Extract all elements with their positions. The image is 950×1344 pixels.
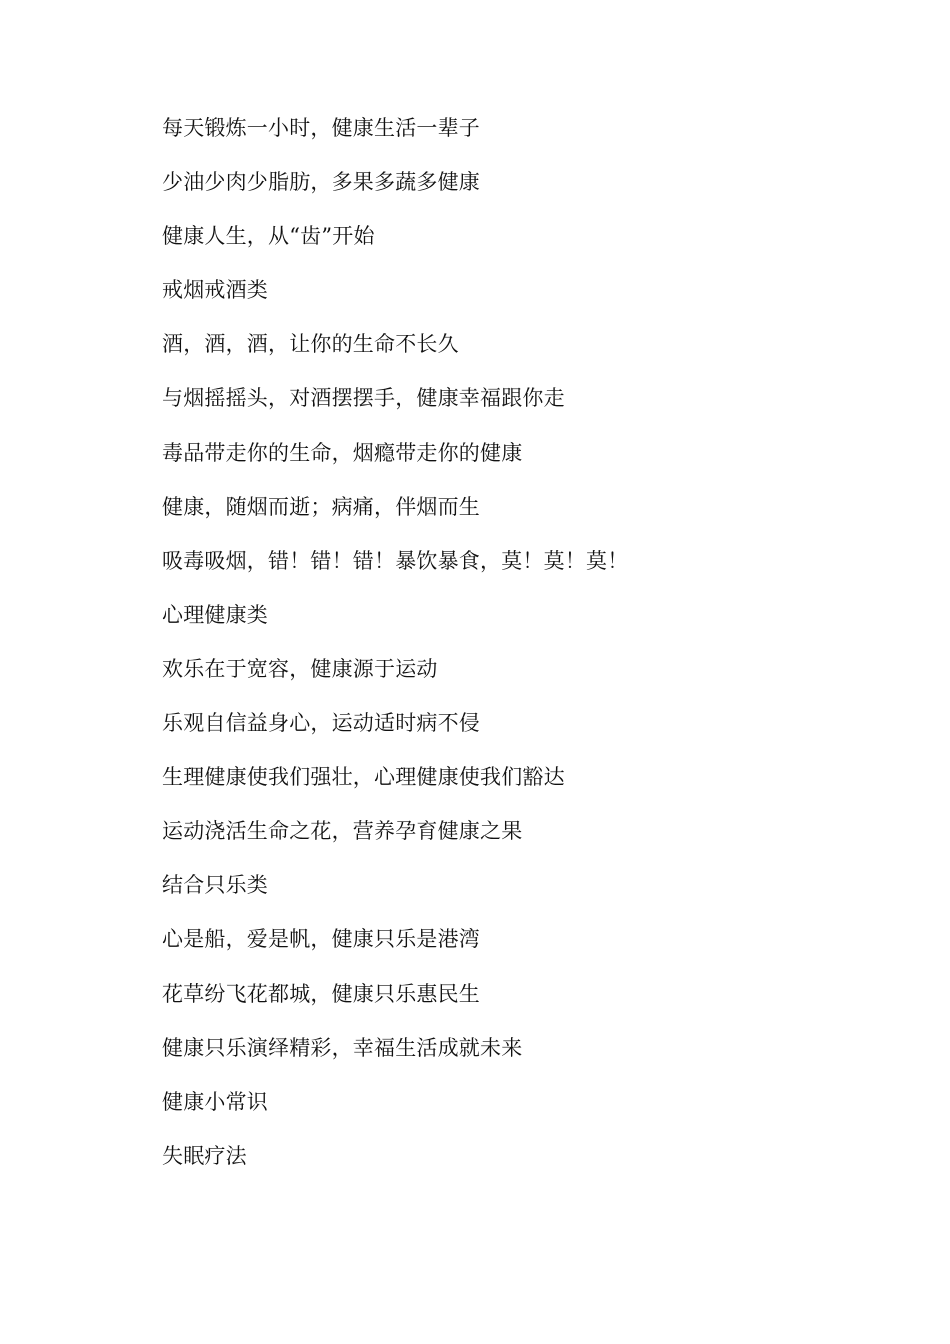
text-line: 吸毒吸烟，错！错！错！暴饮暴食，莫！莫！莫！ <box>162 548 629 573</box>
text-line: 健康只乐演绎精彩，幸福生活成就未来 <box>162 1035 523 1060</box>
text-line: 花草纷飞花都城，健康只乐惠民生 <box>162 981 480 1006</box>
text-line: 欢乐在于宽容，健康源于运动 <box>162 656 438 681</box>
text-line: 心是船，爱是帆，健康只乐是港湾 <box>162 927 480 952</box>
text-line: 乐观自信益身心，运动适时病不侵 <box>162 711 480 736</box>
text-line: 运动浇活生命之花，营养孕育健康之果 <box>162 819 523 844</box>
text-line: 与烟摇摇头，对酒摆摆手，健康幸福跟你走 <box>162 386 565 411</box>
section-heading: 结合只乐类 <box>162 873 268 898</box>
section-heading: 心理健康类 <box>162 602 268 627</box>
text-line: 健康，随烟而逝；病痛，伴烟而生 <box>162 494 480 519</box>
text-line: 健康人生，从“齿”开始 <box>162 224 375 249</box>
text-line: 生理健康使我们强壮，心理健康使我们豁达 <box>162 765 565 790</box>
text-lines <box>162 110 628 1192</box>
text-line: 毒品带走你的生命，烟瘾带走你的健康 <box>162 440 523 465</box>
text-line: 少油少肉少脂肪，多果多蔬多健康 <box>162 170 480 195</box>
text-line: 失眠疗法 <box>162 1143 247 1168</box>
text-line: 每天锻炼一小时，健康生活一辈子 <box>162 116 480 140</box>
section-heading: 戒烟戒酒类 <box>162 278 268 303</box>
text-line: 酒，酒，酒，让你的生命不长久 <box>162 332 459 357</box>
section-heading: 健康小常识 <box>162 1089 268 1114</box>
